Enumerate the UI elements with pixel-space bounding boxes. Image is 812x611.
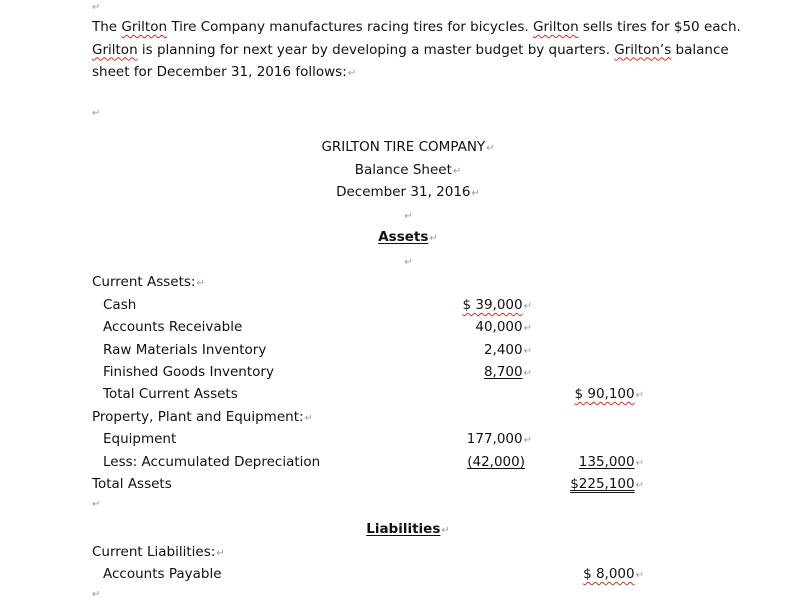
intro-text: balance sheet for December 31, 2016 follows:	[92, 41, 729, 80]
equipment-value: 177,000↵	[466, 431, 532, 447]
paragraph-mark: ↵	[347, 68, 357, 79]
intro-text: Tire Company manufactures racing tires for bicycles.	[167, 19, 534, 35]
equipment-label: Equipment	[103, 431, 177, 447]
finished-goods-label: Finished Goods Inventory	[103, 364, 274, 380]
depreciation-label: Less: Accumulated Depreciation	[103, 454, 321, 470]
statement-date: December 31, 2016↵	[336, 184, 480, 200]
liabilities-heading: Liabilities↵	[366, 521, 450, 537]
paragraph-mark: ↵	[92, 589, 101, 600]
accounts-receivable-label: Accounts Receivable	[103, 319, 243, 335]
company-name-misspelled[interactable]: Grilton’s	[614, 41, 672, 58]
assets-heading: Assets↵	[378, 229, 438, 245]
current-assets-label: Current Assets:↵	[92, 274, 205, 290]
paragraph-mark: ↵	[92, 108, 101, 119]
total-assets-label: Total Assets	[92, 476, 172, 492]
intro-text: The	[92, 19, 122, 35]
accounts-receivable-value: 40,000↵	[475, 319, 532, 335]
finished-goods-value: 8,700↵	[483, 364, 532, 380]
company-name-misspelled[interactable]: Grilton	[121, 19, 168, 35]
total-current-assets-value: $ 90,100↵	[574, 386, 644, 402]
paragraph-mark: ↵	[404, 211, 413, 222]
statement-name: Balance Sheet↵	[354, 162, 462, 178]
company-name-misspelled[interactable]: Grilton	[92, 41, 138, 58]
ppe-label: Property, Plant and Equipment:↵	[92, 409, 313, 425]
total-current-assets-label: Total Current Assets	[103, 386, 238, 402]
intro-text: sells tires for $50 each.	[578, 19, 741, 35]
intro-paragraph	[92, 16, 742, 86]
company-name-misspelled[interactable]: Grilton	[533, 19, 579, 35]
intro-text: is planning for next year by developing a master budget by quarters.	[137, 41, 615, 58]
accounts-payable-label: Accounts Payable	[103, 566, 222, 582]
accounts-payable-value: $ 8,000↵	[583, 566, 644, 582]
paragraph-mark: ↵	[92, 499, 101, 510]
ppe-net-value: 135,000↵	[578, 454, 644, 470]
paragraph-mark: ↵	[404, 257, 413, 268]
raw-materials-value: 2,400↵	[483, 342, 532, 358]
depreciation-value: (42,000)	[467, 454, 525, 470]
total-assets-value: $225,100↵	[570, 476, 644, 492]
cash-label: Cash	[103, 297, 137, 313]
paragraph-mark: ↵	[92, 2, 101, 13]
cash-value: $ 39,000↵	[462, 297, 532, 313]
company-title: GRILTON TIRE COMPANY↵	[321, 139, 495, 155]
current-liabilities-label: Current Liabilities:↵	[92, 544, 225, 560]
raw-materials-label: Raw Materials Inventory	[103, 342, 267, 358]
